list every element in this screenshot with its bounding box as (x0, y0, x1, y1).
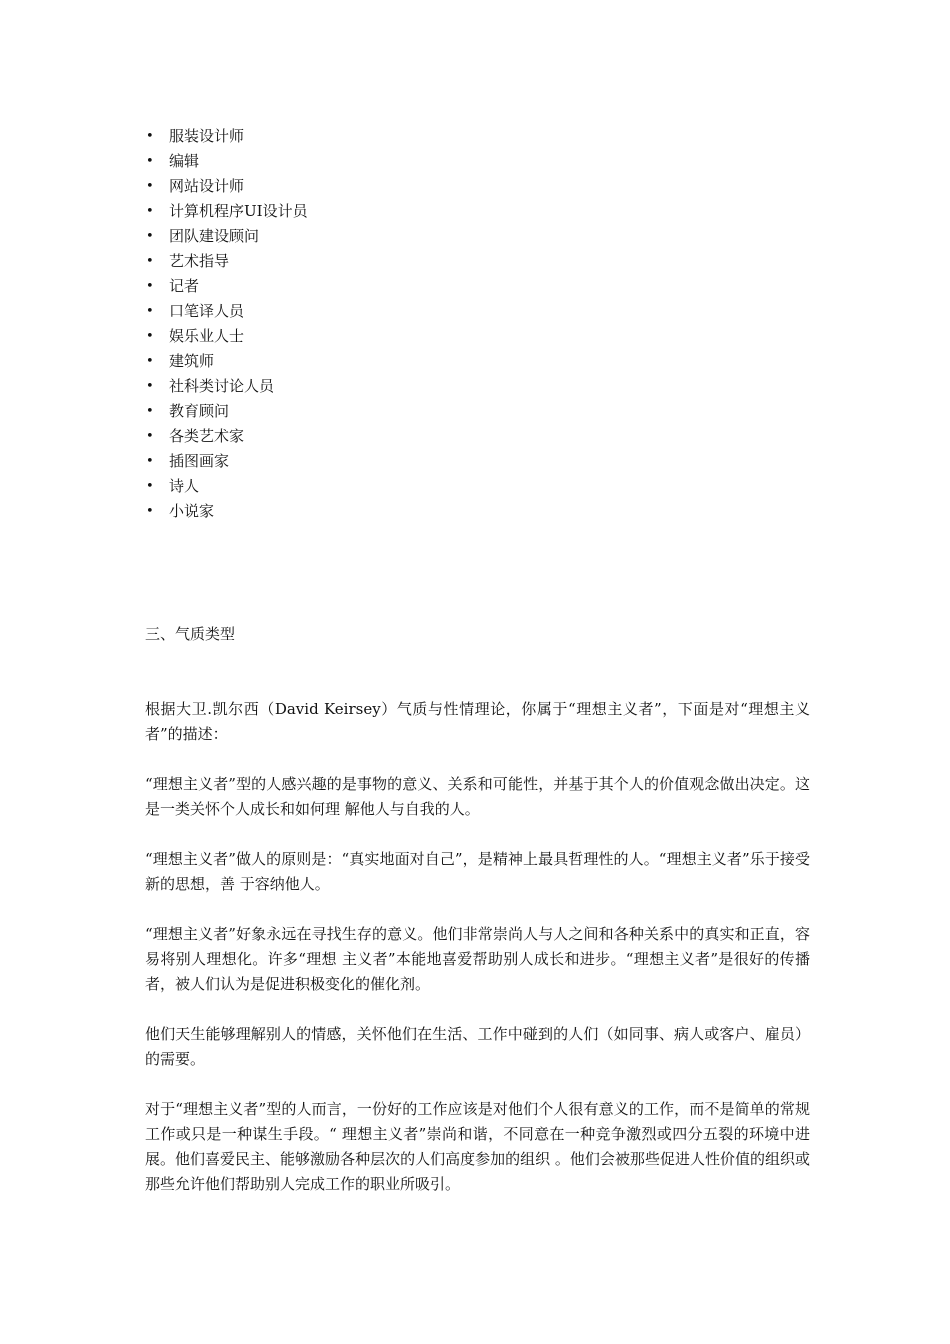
list-item (146, 274, 308, 299)
bullet-icon: • (146, 354, 154, 369)
career-label: 网站设计师 (169, 177, 245, 195)
list-item (146, 174, 308, 199)
paragraph: 他们天生能够理解别人的情感，关怀他们在生活、工作中碰到的人们（如同事、病人或客户、雇员）的需要。 (145, 1025, 810, 1068)
list-item (146, 399, 308, 424)
bullet-icon: • (146, 229, 154, 244)
career-label: 各类艺术家 (169, 427, 245, 445)
list-item (146, 149, 308, 174)
list-item (146, 249, 308, 274)
career-label: 建筑师 (169, 352, 215, 370)
list-item (146, 349, 308, 374)
section-heading: 三、气质类型 (145, 625, 236, 643)
list-item (146, 299, 308, 324)
bullet-icon: • (146, 454, 154, 469)
paragraph: 根据大卫.凯尔西（David Keirsey）气质与性情理论，你属于“理想主义者”，下面是对“理想主义者”的描述： (145, 700, 810, 743)
body-text (145, 697, 810, 1222)
list-item (146, 474, 308, 499)
career-label: 社科类讨论人员 (169, 377, 275, 395)
list-item (146, 199, 308, 224)
bullet-icon: • (146, 254, 154, 269)
list-item (146, 224, 308, 249)
bullet-icon: • (146, 279, 154, 294)
bullet-icon: • (146, 304, 154, 319)
paragraph: “理想主义者”型的人感兴趣的是事物的意义、关系和可能性，并基于其个人的价值观念做出决定。这是一类关怀个人成长和如何理 解他人与自我的人。 (145, 775, 810, 818)
bullet-icon: • (146, 179, 154, 194)
career-label: 小说家 (169, 502, 215, 520)
career-label: 记者 (169, 277, 200, 295)
career-label: 教育顾问 (169, 402, 230, 420)
list-item (146, 499, 308, 524)
bullet-icon: • (146, 504, 154, 519)
bullet-icon: • (146, 404, 154, 419)
bullet-icon: • (146, 129, 154, 144)
bullet-icon: • (146, 204, 154, 219)
career-label: 团队建设顾问 (169, 227, 260, 245)
paragraph: “理想主义者”做人的原则是：“真实地面对自己”，是精神上最具哲理性的人。“理想主义者”乐于接受新的思想，善 于容纳他人。 (145, 850, 810, 893)
paragraph: 对于“理想主义者”型的人而言，一份好的工作应该是对他们个人很有意义的工作，而不是简单的常规工作或只是一种谋生手段。“ 理想主义者”崇尚和谐，不同意在一种竞争激烈或四分五裂的环境中进展。他们喜爱民主、能够激励各种层次的人们高度参加的组织 。他们会被那些促进人性价值的组织或那些允许他们帮助别人完成工作的职业所吸引。 (145, 1100, 810, 1193)
career-label: 计算机程序UI设计员 (169, 202, 308, 220)
career-label: 插图画家 (169, 452, 230, 470)
career-label: 口笔译人员 (169, 302, 245, 320)
career-label: 艺术指导 (169, 252, 230, 270)
career-label: 诗人 (169, 477, 200, 495)
bullet-icon: • (146, 429, 154, 444)
career-label: 编辑 (169, 152, 200, 170)
paragraph: “理想主义者”好象永远在寻找生存的意义。他们非常崇尚人与人之间和各种关系中的真实和正直，容易将别人理想化。许多“理想 主义者”本能地喜爱帮助别人成长和进步。“理想主义者”是很好的传播者，被人们认为是促进积极变化的催化剂。 (145, 925, 810, 993)
bullet-icon: • (146, 154, 154, 169)
bullet-icon: • (146, 329, 154, 344)
bullet-icon: • (146, 379, 154, 394)
career-label: 娱乐业人士 (169, 327, 245, 345)
bullet-icon: • (146, 479, 154, 494)
list-item (146, 374, 308, 399)
list-item (146, 324, 308, 349)
list-item (146, 424, 308, 449)
list-item (146, 124, 308, 149)
career-label: 服装设计师 (169, 127, 245, 145)
list-item (146, 449, 308, 474)
career-list (146, 124, 308, 524)
